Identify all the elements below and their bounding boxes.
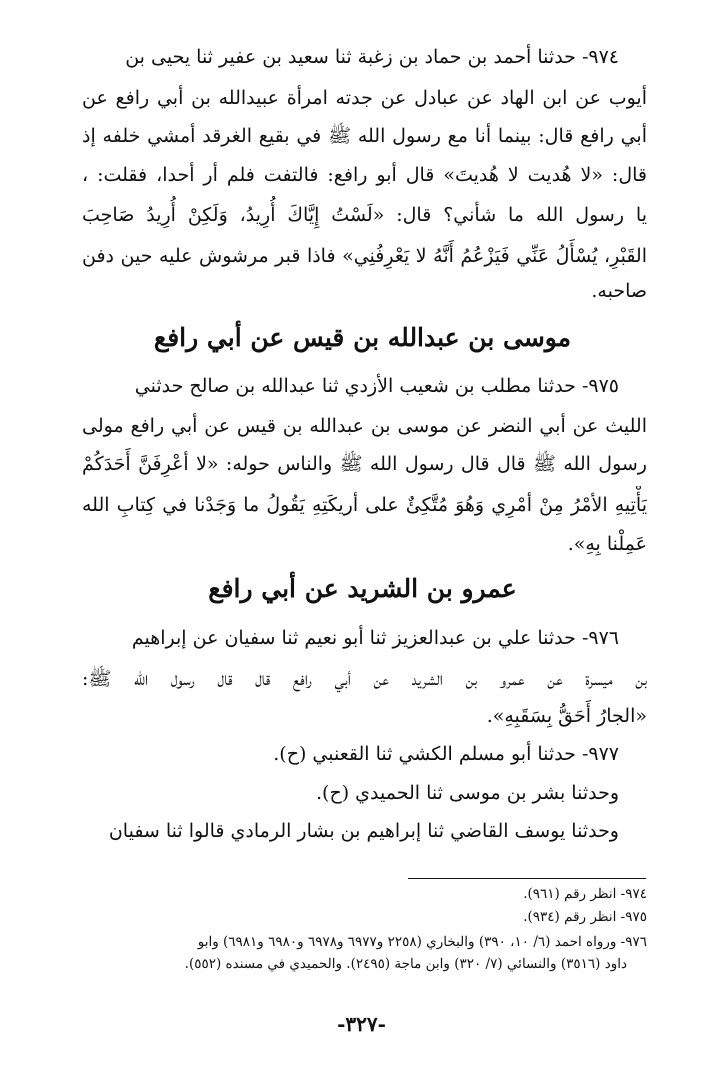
text-line: يَأْتِيهِ الأمْرُ مِنْ أمْرِي وَهُوَ مُتَّكِئٌ على أريكَتِهِ يَقُولُ ما وَجَدْنا في كِتابِ الله xyxy=(82,494,647,516)
text-line: القَبْرِ، يُسْأَلُ عَنِّي فَيَزْعُمُ أَنَّهُ لا يَعْرِفُنِي» فاذا قبر مرشوش عليه حين دفن xyxy=(82,245,647,267)
footnote: ٩٧٦- ورواه احمد (٦/ ١٠، ٣٩٠) والبخاري (٢٢٥٨ و٦٩٧٧ و٦٩٧٨ و٦٩٨٠ و٦٩٨١) وابو xyxy=(197,934,647,950)
text-line: أبي رافع قال: بينما أنا مع رسول الله ﷺ في بقيع الغرقد أمشي خلفه إذ xyxy=(82,125,647,147)
footnote: داود (٣٥١٦) والنسائي (٧/ ٣٢٠) وابن ماجة (٢٤٩٥). والحميدي في مسنده (٥٥٢). xyxy=(184,956,627,972)
footnote-divider xyxy=(408,878,646,879)
text-line: ٩٧٦- حدثنا علي بن عبدالعزيز ثنا أبو نعيم ثنا سفيان عن إبراهيم xyxy=(131,627,619,649)
page-number: -٣٢٧- xyxy=(337,1012,386,1036)
text-line: ٩٧٤- حدثنا أحمد بن حماد بن زغبة ثنا سعيد بن عفير ثنا يحيى بن xyxy=(125,46,619,68)
text-line: قال: «لا هُديت لا هُديتَ» قال أبو رافع: فالتفت فلم أر أحدا، فقلت: ، xyxy=(82,164,647,186)
footnote: ٩٧٤- انظر رقم (٩٦١). xyxy=(523,886,647,902)
text-line: الليث عن أبي النضر عن موسى بن عبدالله بن قيس عن أبي رافع مولى xyxy=(82,415,647,437)
text-line: عَمِلْنا بِهِ». xyxy=(567,533,647,555)
footnote: ٩٧٥- انظر رقم (٩٣٤). xyxy=(523,909,647,925)
text-line: وحدثنا بشر بن موسى ثنا الحميدي (ح). xyxy=(316,782,619,804)
text-line: ٩٧٧- حدثنا أبو مسلم الكشي ثنا القعنبي (ح). xyxy=(273,743,619,765)
text-line: يا رسول الله ما شأني؟ قال: «لَسْتُ إِيَّاكَ أُرِيدُ، وَلَكِنْ أُرِيدُ صَاحِبَ xyxy=(82,204,647,226)
text-line: «الجارُ أَحَقُّ بِسَقَبِهِ». xyxy=(486,705,647,727)
text-line: ٩٧٥- حدثنا مطلب بن شعيب الأزدي ثنا عبدالله بن صالح حدثني xyxy=(134,375,619,397)
text-line: رسول الله ﷺ قال قال رسول الله ﷺ والناس حوله: «لا أعْرِفَنَّ أَحَدَكُمْ xyxy=(82,453,647,475)
text-line: وحدثنا يوسف القاضي ثنا إبراهيم بن بشار الرمادي قالوا ثنا سفيان xyxy=(108,820,619,842)
text-line: بن ميسرة عن عمرو بن الشريد عن أبي رافع قال قال رسول الله ﷺ: xyxy=(82,668,647,690)
section-heading: عمرو بن الشريد عن أبي رافع xyxy=(208,574,517,603)
text-line: صاحبه. xyxy=(591,280,647,302)
section-heading: موسى بن عبدالله بن قيس عن أبي رافع xyxy=(153,323,572,352)
text-line: أيوب عن ابن الهاد عن عبادل عن جدته امرأة عبيدالله بن أبي رافع عن xyxy=(82,87,647,109)
